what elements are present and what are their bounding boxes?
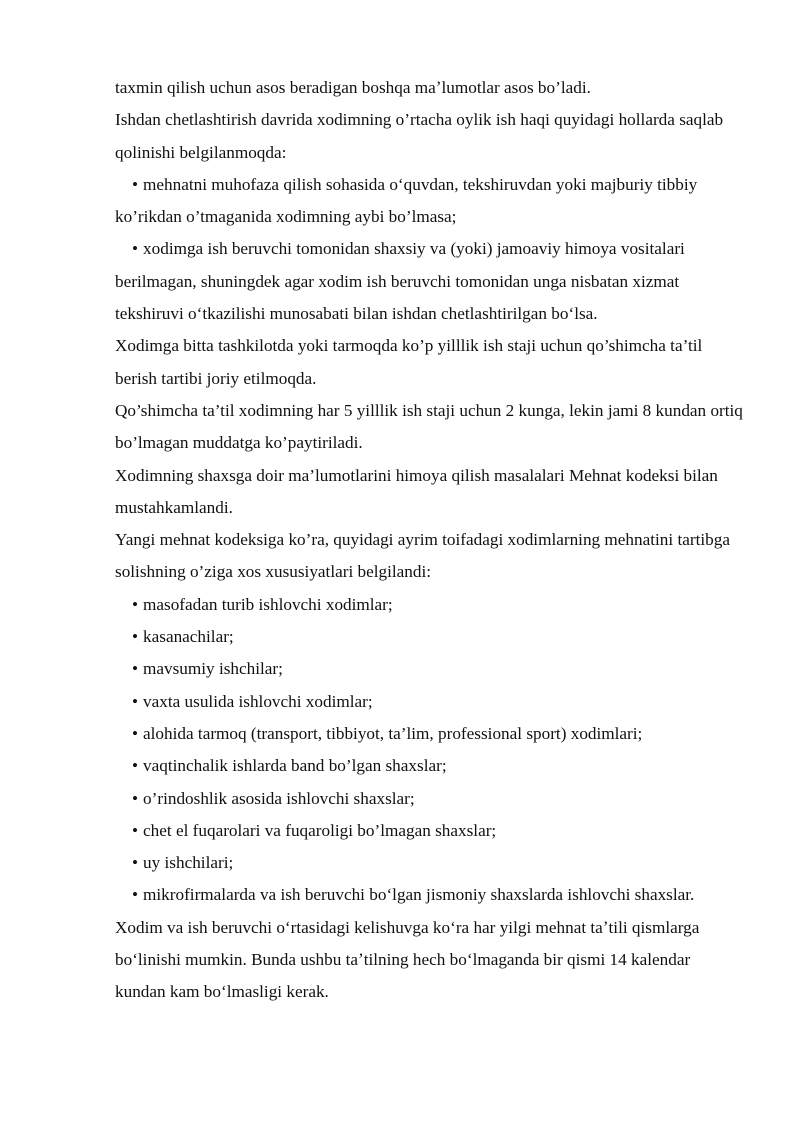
bullet-item <box>115 750 745 782</box>
paragraph: Qo’shimcha ta’til xodimning har 5 yilllik ish staji uchun 2 kunga, lekin jami 8 kundan ortiq bo’lmagan muddatga ko’paytiriladi. <box>115 400 743 453</box>
bullet-item <box>115 879 745 911</box>
paragraph: Xodimga bitta tashkilotda yoki tarmoqda ko’p yilllik ish staji uchun qo’shimcha ta’til berish tartibi joriy etilmoqda. <box>115 336 703 388</box>
bullet-text: o’rindoshlik asosida ishlovchi shaxslar; <box>143 788 415 808</box>
bullet-item <box>115 815 745 847</box>
bullet-item <box>115 589 745 621</box>
bullet-marker: • <box>132 691 139 711</box>
bullet-marker: • <box>132 723 139 743</box>
bullet-item <box>115 686 745 718</box>
bullet-text: alohida tarmoq (transport, tibbiyot, ta’lim, professional sport) xodimlari; <box>143 723 643 743</box>
bullet-item <box>115 169 745 234</box>
paragraph: Xodim va ish beruvchi oʻrtasidagi kelishuvga koʻra har yilgi mehnat taʼtili qismlarga boʻlinishi mumkin. Bunda ushbu taʼtilning hech boʻlmaganda bir qismi 14 kalendar kundan kam boʻlmasligi kerak. <box>115 917 700 1002</box>
paragraph: Ishdan chetlashtirish davrida xodimning o’rtacha oylik ish haqi quyidagi hollarda saqlab qolinishi belgilanmoqda: <box>115 110 724 162</box>
bullet-text: mehnatni muhofaza qilish sohasida oʻquvdan, tekshiruvdan yoki majburiy tibbiy ko’rikdan o’tmaganida xodimning aybi bo’lmasa; <box>115 174 698 227</box>
bullet-text: mavsumiy ishchilar; <box>143 659 283 679</box>
bullet-item <box>115 653 745 685</box>
document-body <box>115 72 745 1009</box>
bullet-marker: • <box>132 239 139 259</box>
bullet-text: xodimga ish beruvchi tomonidan shaxsiy va (yoki) jamoaviy himoya vositalari berilmagan, shuningdek agar xodim ish beruvchi tomonidan unga nisbatan xizmat tekshiruvi oʻtkazilishi munosabati bilan ishdan chetlashtirilgan boʻlsa. <box>115 239 685 324</box>
paragraph: taxmin qilish uchun asos beradigan boshqa maʼlumotlar asos bo’ladi. <box>115 78 591 97</box>
bullet-marker: • <box>132 659 139 679</box>
bullet-marker: • <box>132 788 139 808</box>
bullet-text: mikrofirmalarda va ish beruvchi boʻlgan jismoniy shaxslarda ishlovchi shaxslar. <box>143 885 695 905</box>
bullet-marker: • <box>132 885 139 905</box>
bullet-item <box>115 783 745 815</box>
bullet-marker: • <box>132 174 139 194</box>
bullet-text: vaxta usulida ishlovchi xodimlar; <box>143 691 373 711</box>
bullet-text: kasanachilar; <box>143 627 234 647</box>
bullet-item <box>115 718 745 750</box>
bullet-marker: • <box>132 756 139 776</box>
paragraph: Xodimning shaxsga doir ma’lumotlarini himoya qilish masalalari Mehnat kodeksi bilan mustahkamlandi. <box>115 465 718 517</box>
bullet-text: vaqtinchalik ishlarda band bo’lgan shaxslar; <box>143 756 447 776</box>
bullet-text: chet el fuqarolari va fuqaroligi bo’lmagan shaxslar; <box>143 820 497 840</box>
bullet-marker: • <box>132 853 139 873</box>
paragraph: Yangi mehnat kodeksiga ko’ra, quyidagi ayrim toifadagi xodimlarning mehnatini tartibga solishning o’ziga xos xususiyatlari belgilandi: <box>115 530 730 582</box>
bullet-marker: • <box>132 627 139 647</box>
bullet-text: uy ishchilari; <box>143 853 234 873</box>
bullet-item <box>115 621 745 653</box>
bullet-text: masofadan turib ishlovchi xodimlar; <box>143 594 393 614</box>
bullet-marker: • <box>132 820 139 840</box>
bullet-item <box>115 847 745 879</box>
bullet-item <box>115 233 745 330</box>
bullet-marker: • <box>132 594 139 614</box>
